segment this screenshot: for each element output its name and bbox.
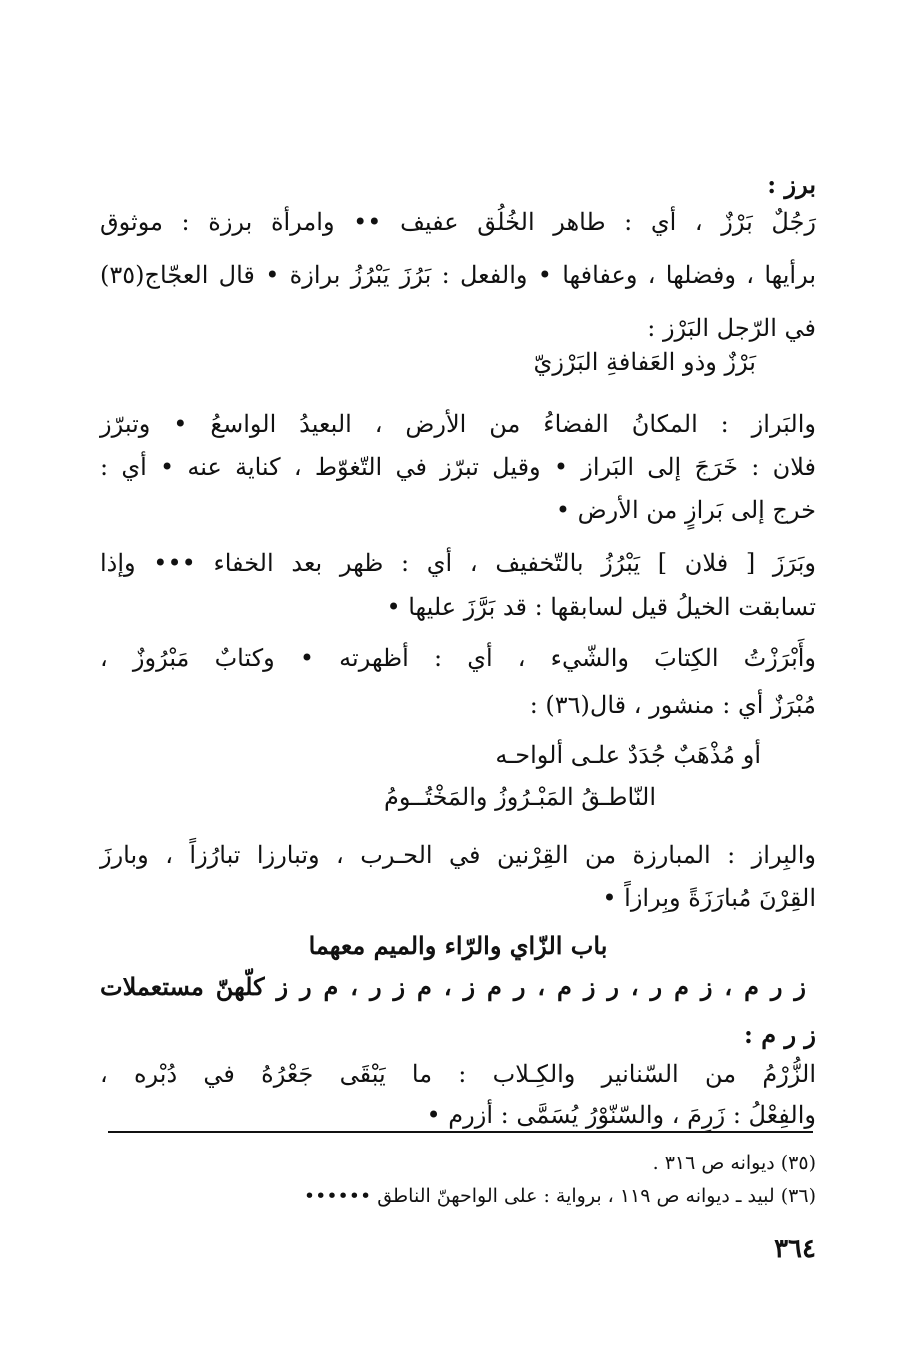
- paragraph-line: رَجُلٌ بَرْزٌ ، أي : طاهر الخُلُق عفيف •• وامرأة برزة : موثوق: [100, 208, 816, 236]
- verse-line: أو مُذْهَبٌ جُدَدٌ علـى ألواحـه: [495, 741, 761, 769]
- chapter-title: باب الزّاي والرّاء والميم معهما: [308, 931, 608, 960]
- footnote: (٣٥) ديوانه ص ٣١٦ .: [652, 1152, 816, 1174]
- paragraph-line: تسابقت الخيلُ قيل لسابقها : قد بَرَّزَ عليها •: [386, 593, 816, 621]
- footnote: (٣٦) لبيد ـ ديوانه ص ١١٩ ، برواية : على الواحهنّ الناطق ••••••: [303, 1185, 816, 1207]
- headword-zarm: ز ر م :: [744, 1020, 816, 1049]
- paragraph-line: في الرّجل البَرْز :: [647, 314, 816, 342]
- paragraph-line: فلان : خَرَجَ إلى البَراز • وقيل تبرّز في التّغوّط ، كناية عنه • أي :: [100, 453, 816, 481]
- headword-barz: برز :: [767, 170, 816, 199]
- paragraph-line: وبَرَزَ [ فلان ] يَبْرُزُ بالتّخفيف ، أي : ظهر بعد الخفاء ••• وإذا: [100, 549, 817, 577]
- paragraph-line: والبَراز : المكانُ الفضاءُ من الأرض ، البعيدُ الواسعُ • وتبرّز: [100, 410, 816, 438]
- verse-line: بَرْزٌ وذو العَفافةِ البَرْزيّ: [533, 348, 756, 376]
- paragraph-line: والفِعْلُ : زَرِمَ ، والسّنّوْرُ يُسَمَّى : أزرم •: [426, 1101, 816, 1129]
- paragraph-line: برأيها ، وفضلها ، وعفافها • والفعل : بَرُزَ يَبْرُزُ برازة • قال العجّاج(٣٥): [100, 261, 816, 289]
- paragraph-line: والبِراز : المبارزة من القِرْنين في الحـرب ، وتبارزا تبارُزاً ، وبارزَ: [100, 841, 816, 869]
- paragraph-line: مُبْرَزٌ أي : منشور ، قال(٣٦) :: [529, 691, 816, 719]
- footnote-divider: [108, 1131, 813, 1133]
- page-number: ٣٦٤: [774, 1234, 816, 1264]
- chapter-subtitle: ز ر م ، ز م ر ، ر ز م ، ر م ز ، م ز ر ، م ر ز كلّهنّ مستعملات: [100, 972, 806, 1001]
- paragraph-line: القِرْنَ مُبارَزَةً وبِرازاً •: [602, 884, 816, 912]
- paragraph-line: وأَبْرَزْتُ الكِتابَ والشّيء ، أي : أظهرته • وكتابٌ مَبْرُوزٌ ،: [100, 644, 816, 672]
- paragraph-line: الزُّرْمُ من السّنانير والكِـلاب : ما يَبْقَى جَعْرُهُ في دُبْره ،: [100, 1060, 816, 1088]
- verse-line: النّاطـقُ المَبْـرُوزُ والمَخْتُــومُ: [384, 783, 656, 811]
- paragraph-line: خرج إلى بَرازٍ من الأرض •: [555, 496, 816, 524]
